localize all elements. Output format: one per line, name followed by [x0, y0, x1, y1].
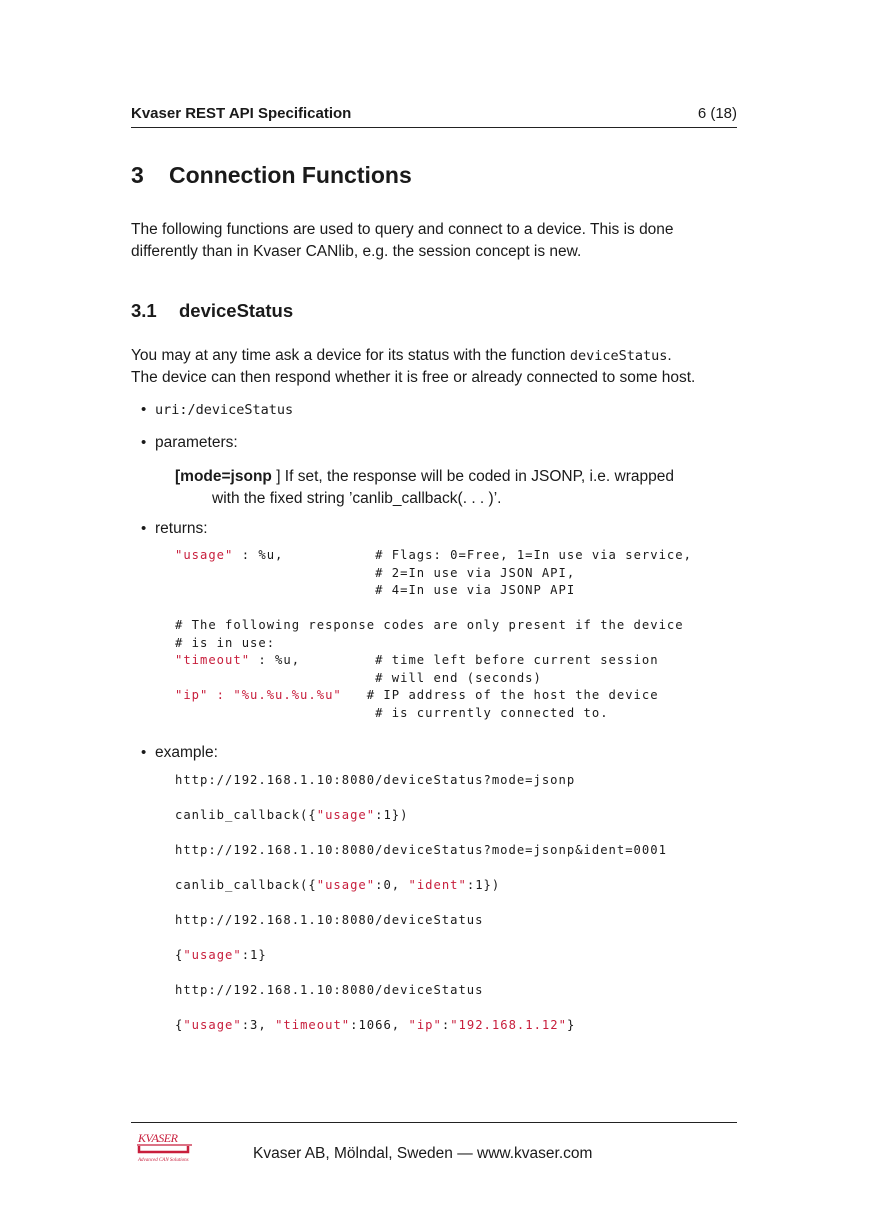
code-string: "usage"	[175, 548, 234, 562]
code-string: "timeout"	[175, 653, 251, 667]
code-string: "timeout"	[275, 1018, 351, 1032]
code-text: :1066,	[350, 1018, 409, 1032]
code-line	[175, 652, 692, 670]
code-string: "ip"	[408, 1018, 442, 1032]
code-text: :1})	[466, 878, 501, 892]
bullet-dot: •	[141, 520, 147, 537]
code-line	[175, 635, 692, 653]
desc-period: .	[667, 347, 672, 364]
code-string: "usage"	[183, 1018, 242, 1032]
section-title: Connection Functions	[169, 162, 412, 188]
footer-rule	[131, 1122, 737, 1123]
code-text: # is currently connected to.	[175, 705, 609, 720]
code-text: :1})	[375, 808, 409, 822]
code-text: :	[441, 1018, 451, 1032]
bullet-uri	[141, 401, 294, 419]
code-line	[175, 547, 692, 565]
code-text: canlib_callback({	[175, 878, 317, 892]
code-string: "ident"	[408, 878, 467, 892]
example-response-3	[175, 947, 267, 965]
example-response-4	[175, 1017, 575, 1035]
document-title: Kvaser REST API Specification	[131, 105, 352, 122]
footer-text: Kvaser AB, Mölndal, Sweden — www.kvaser.com	[253, 1145, 593, 1162]
code-string: "192.168.1.12"	[450, 1018, 567, 1032]
code-line	[175, 705, 692, 723]
code-text: : %u, # time left before current session	[250, 653, 659, 667]
code-string: "ip" : "%u.%u.%u.%u"	[175, 688, 342, 702]
section-heading	[131, 162, 412, 189]
description-line-1	[131, 345, 751, 367]
parameter-desc-2: with the fixed string ’canlib_callback(. . . )’.	[212, 490, 502, 507]
code-text: {	[175, 1018, 184, 1032]
parameter-item	[175, 466, 735, 510]
code-text: # IP address of the host the device	[341, 688, 659, 702]
description-paragraph	[131, 345, 751, 389]
code-text: :3,	[241, 1018, 276, 1032]
code-text: # will end (seconds)	[175, 670, 542, 685]
subsection-number: 3.1	[131, 300, 157, 321]
code-text: # is in use:	[175, 635, 276, 650]
subsection-heading	[131, 300, 293, 322]
example-response-1	[175, 807, 408, 825]
example-response-2	[175, 877, 500, 895]
code-line	[175, 582, 692, 600]
page-header	[131, 105, 737, 128]
parameter-name: [mode=jsonp	[175, 468, 272, 485]
subsection-title: deviceStatus	[179, 300, 294, 321]
returns-code-block	[175, 547, 692, 722]
code-text: # The following response codes are only present if the device	[175, 618, 684, 632]
bullet-dot: •	[141, 401, 147, 418]
code-line	[175, 687, 692, 705]
section-number: 3	[131, 162, 144, 188]
svg-text:KVASER: KVASER	[138, 1131, 178, 1145]
intro-paragraph	[131, 219, 751, 263]
example-request-4: http://192.168.1.10:8080/deviceStatus	[175, 983, 484, 997]
code-text: :1}	[241, 948, 267, 962]
example-request-3: http://192.168.1.10:8080/deviceStatus	[175, 913, 484, 927]
intro-line-2: differently than in Kvaser CANlib, e.g. the session concept is new.	[131, 243, 582, 260]
uri-text: uri:/deviceStatus	[155, 402, 294, 418]
code-text: # 2=In use via JSON API,	[175, 565, 576, 580]
code-text: canlib_callback({	[175, 808, 317, 822]
code-line	[175, 600, 692, 618]
code-text: }	[566, 1018, 576, 1032]
intro-line-1: The following functions are used to query and connect to a device. This is done	[131, 221, 674, 238]
parameters-label: parameters:	[155, 434, 238, 451]
example-request-1: http://192.168.1.10:8080/deviceStatus?mode=jsonp	[175, 773, 576, 787]
bullet-dot: •	[141, 744, 147, 761]
code-string: "usage"	[316, 808, 376, 822]
code-string: "usage"	[183, 948, 242, 962]
parameter-desc-1: ] If set, the response will be coded in JSONP, i.e. wrapped	[271, 468, 674, 485]
code-text: {	[175, 948, 184, 962]
bullet-example	[141, 744, 218, 762]
example-label: example:	[155, 744, 218, 761]
code-line	[175, 670, 692, 688]
example-request-2: http://192.168.1.10:8080/deviceStatus?mode=jsonp&ident=0001	[175, 843, 667, 857]
returns-label: returns:	[155, 520, 208, 537]
code-string: "usage"	[316, 878, 376, 892]
code-text: # 4=In use via JSONP API	[175, 583, 576, 597]
bullet-dot: •	[141, 434, 147, 451]
code-text: : %u, # Flags: 0=Free, 1=In use via service,	[233, 548, 692, 562]
description-line-2: The device can then respond whether it is free or already connected to some host.	[131, 369, 696, 386]
kvaser-logo-icon	[136, 1130, 196, 1164]
svg-text:Advanced CAN Solutions: Advanced CAN Solutions	[138, 1158, 189, 1163]
function-name: deviceStatus	[569, 348, 668, 364]
bullet-parameters	[141, 434, 238, 452]
bullet-returns	[141, 520, 208, 538]
code-line	[175, 565, 692, 583]
code-text: :0,	[375, 878, 409, 892]
page-number: 6 (18)	[697, 105, 737, 122]
code-line	[175, 617, 692, 635]
desc-text: You may at any time ask a device for its status with the function	[131, 347, 570, 364]
